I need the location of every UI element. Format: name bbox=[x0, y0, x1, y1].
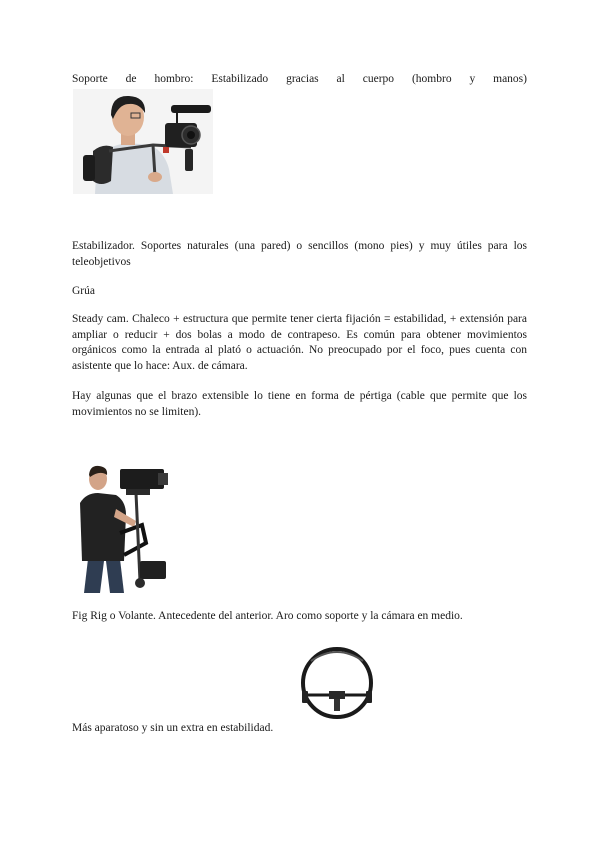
steadicam-vest-photo bbox=[76, 463, 168, 593]
fig-rig-photo bbox=[297, 645, 377, 723]
paragraph-pole: Hay algunas que el brazo extensible lo tiene en forma de pértiga (cable que permite que los movimientos no se limiten). bbox=[72, 390, 527, 418]
paragraph-shoulder-support: Soporte de hombro: Estabilizado gracias al cuerpo (hombro y manos) bbox=[72, 73, 527, 85]
shoulder-rig-photo bbox=[73, 89, 213, 194]
paragraph-steadycam: Steady cam. Chaleco + estructura que permite tener cierta fijación = estabilidad, + extensión para ampliar o reducir + dos bolas a modo de contrapeso. Es común para obtener movimientos orgánicos como la entrada al plató o actuación. No preocupado por el foco, pues cuenta con asistente que lo hace: Aux. de cámara. bbox=[72, 313, 527, 372]
paragraph-crane: Grúa bbox=[72, 285, 95, 297]
paragraph-bulky: Más aparatoso y sin un extra en estabilidad. bbox=[72, 722, 274, 734]
paragraph-stabilizer: Estabilizador. Soportes naturales (una pared) o sencillos (mono pies) y muy útiles para los teleobjetivos bbox=[72, 240, 527, 268]
paragraph-fig-rig: Fig Rig o Volante. Antecedente del anterior. Aro como soporte y la cámara en medio. bbox=[72, 610, 463, 622]
